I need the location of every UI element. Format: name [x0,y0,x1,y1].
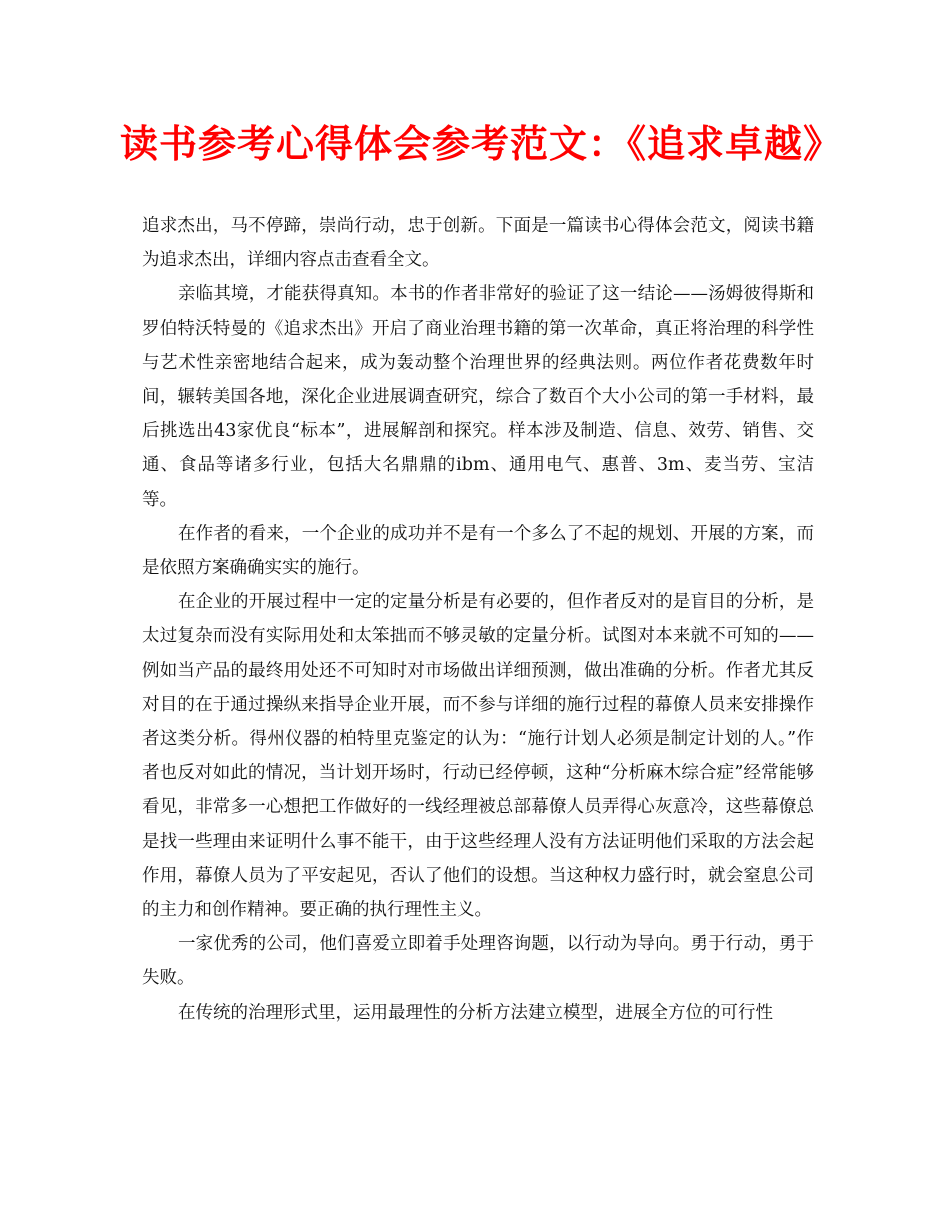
paragraph-analysis: 在企业的开展过程中一定的定量分析是有必要的，但作者反对的是盲目的分析，是太过复杂而没有实际用处和太笨拙而不够灵敏的定量分析。试图对本来就不可知的——例如当产品的最终用处还不可知时对市场做出详细预测，做出准确的分析。作者尤其反对目的在于通过操纵来指导企业开展，而不参与详细的施行过程的幕僚人员来安排操作者这类分析。得州仪器的柏特里克鉴定的认为：“施行计划人必须是制定计划的人。”作者也反对如此的情况，当计划开场时，行动已经停顿，这种“分析麻木综合症”经常能够看见，非常多一心想把工作做好的一线经理被总部幕僚人员弄得心灰意冷，这些幕僚总是找一些理由来证明什么事不能干，由于这些经理人没有方法证明他们采取的方法会起作用，幕僚人员为了平安起见，否认了他们的设想。当这种权力盛行时，就会窒息公司的主力和创作精神。要正确的执行理性主义。 [142,592,814,921]
paragraph-action: 一家优秀的公司，他们喜爱立即着手处理咨询题，以行动为导向。勇于行动，勇于失败。 [142,934,814,989]
paragraph-execution: 在作者的看来，一个企业的成功并不是有一个多么了不起的规划、开展的方案，而是依照方案确确实实的施行。 [142,523,814,579]
paragraph-book-summary: 亲临其境，才能获得真知。本书的作者非常好的验证了这一结论——汤姆彼得斯和罗伯特沃特曼的《追求杰出》开启了商业治理书籍的第一次革命，真正将治理的科学性与艺术性亲密地结合起来，成为轰动整个治理世界的经典法则。两位作者花费数年时间，辗转美国各地，深化企业进展调查研究，综合了数百个大小公司的第一手材料，最后挑选出43家优良“标本”，进展解剖和探究。样本涉及制造、信息、效劳、销售、交通、食品等诸多行业，包括大名鼎鼎的ibm、通用电气、惠普、3m、麦当劳、宝洁等。 [142,284,814,510]
document-body [142,209,814,1030]
paragraph-traditional-management: 在传统的治理形式里，运用最理性的分析方法建立模型，进展全方位的可行性 [178,1002,773,1023]
document-title: 读书参考心得体会参考范文：《追求卓越》 [120,121,843,166]
paragraph-intro: 追求杰出，马不停蹄，崇尚行动，忠于创新。下面是一篇读书心得体会范文，阅读书籍为追求杰出，详细内容点击查看全文。 [142,216,814,271]
